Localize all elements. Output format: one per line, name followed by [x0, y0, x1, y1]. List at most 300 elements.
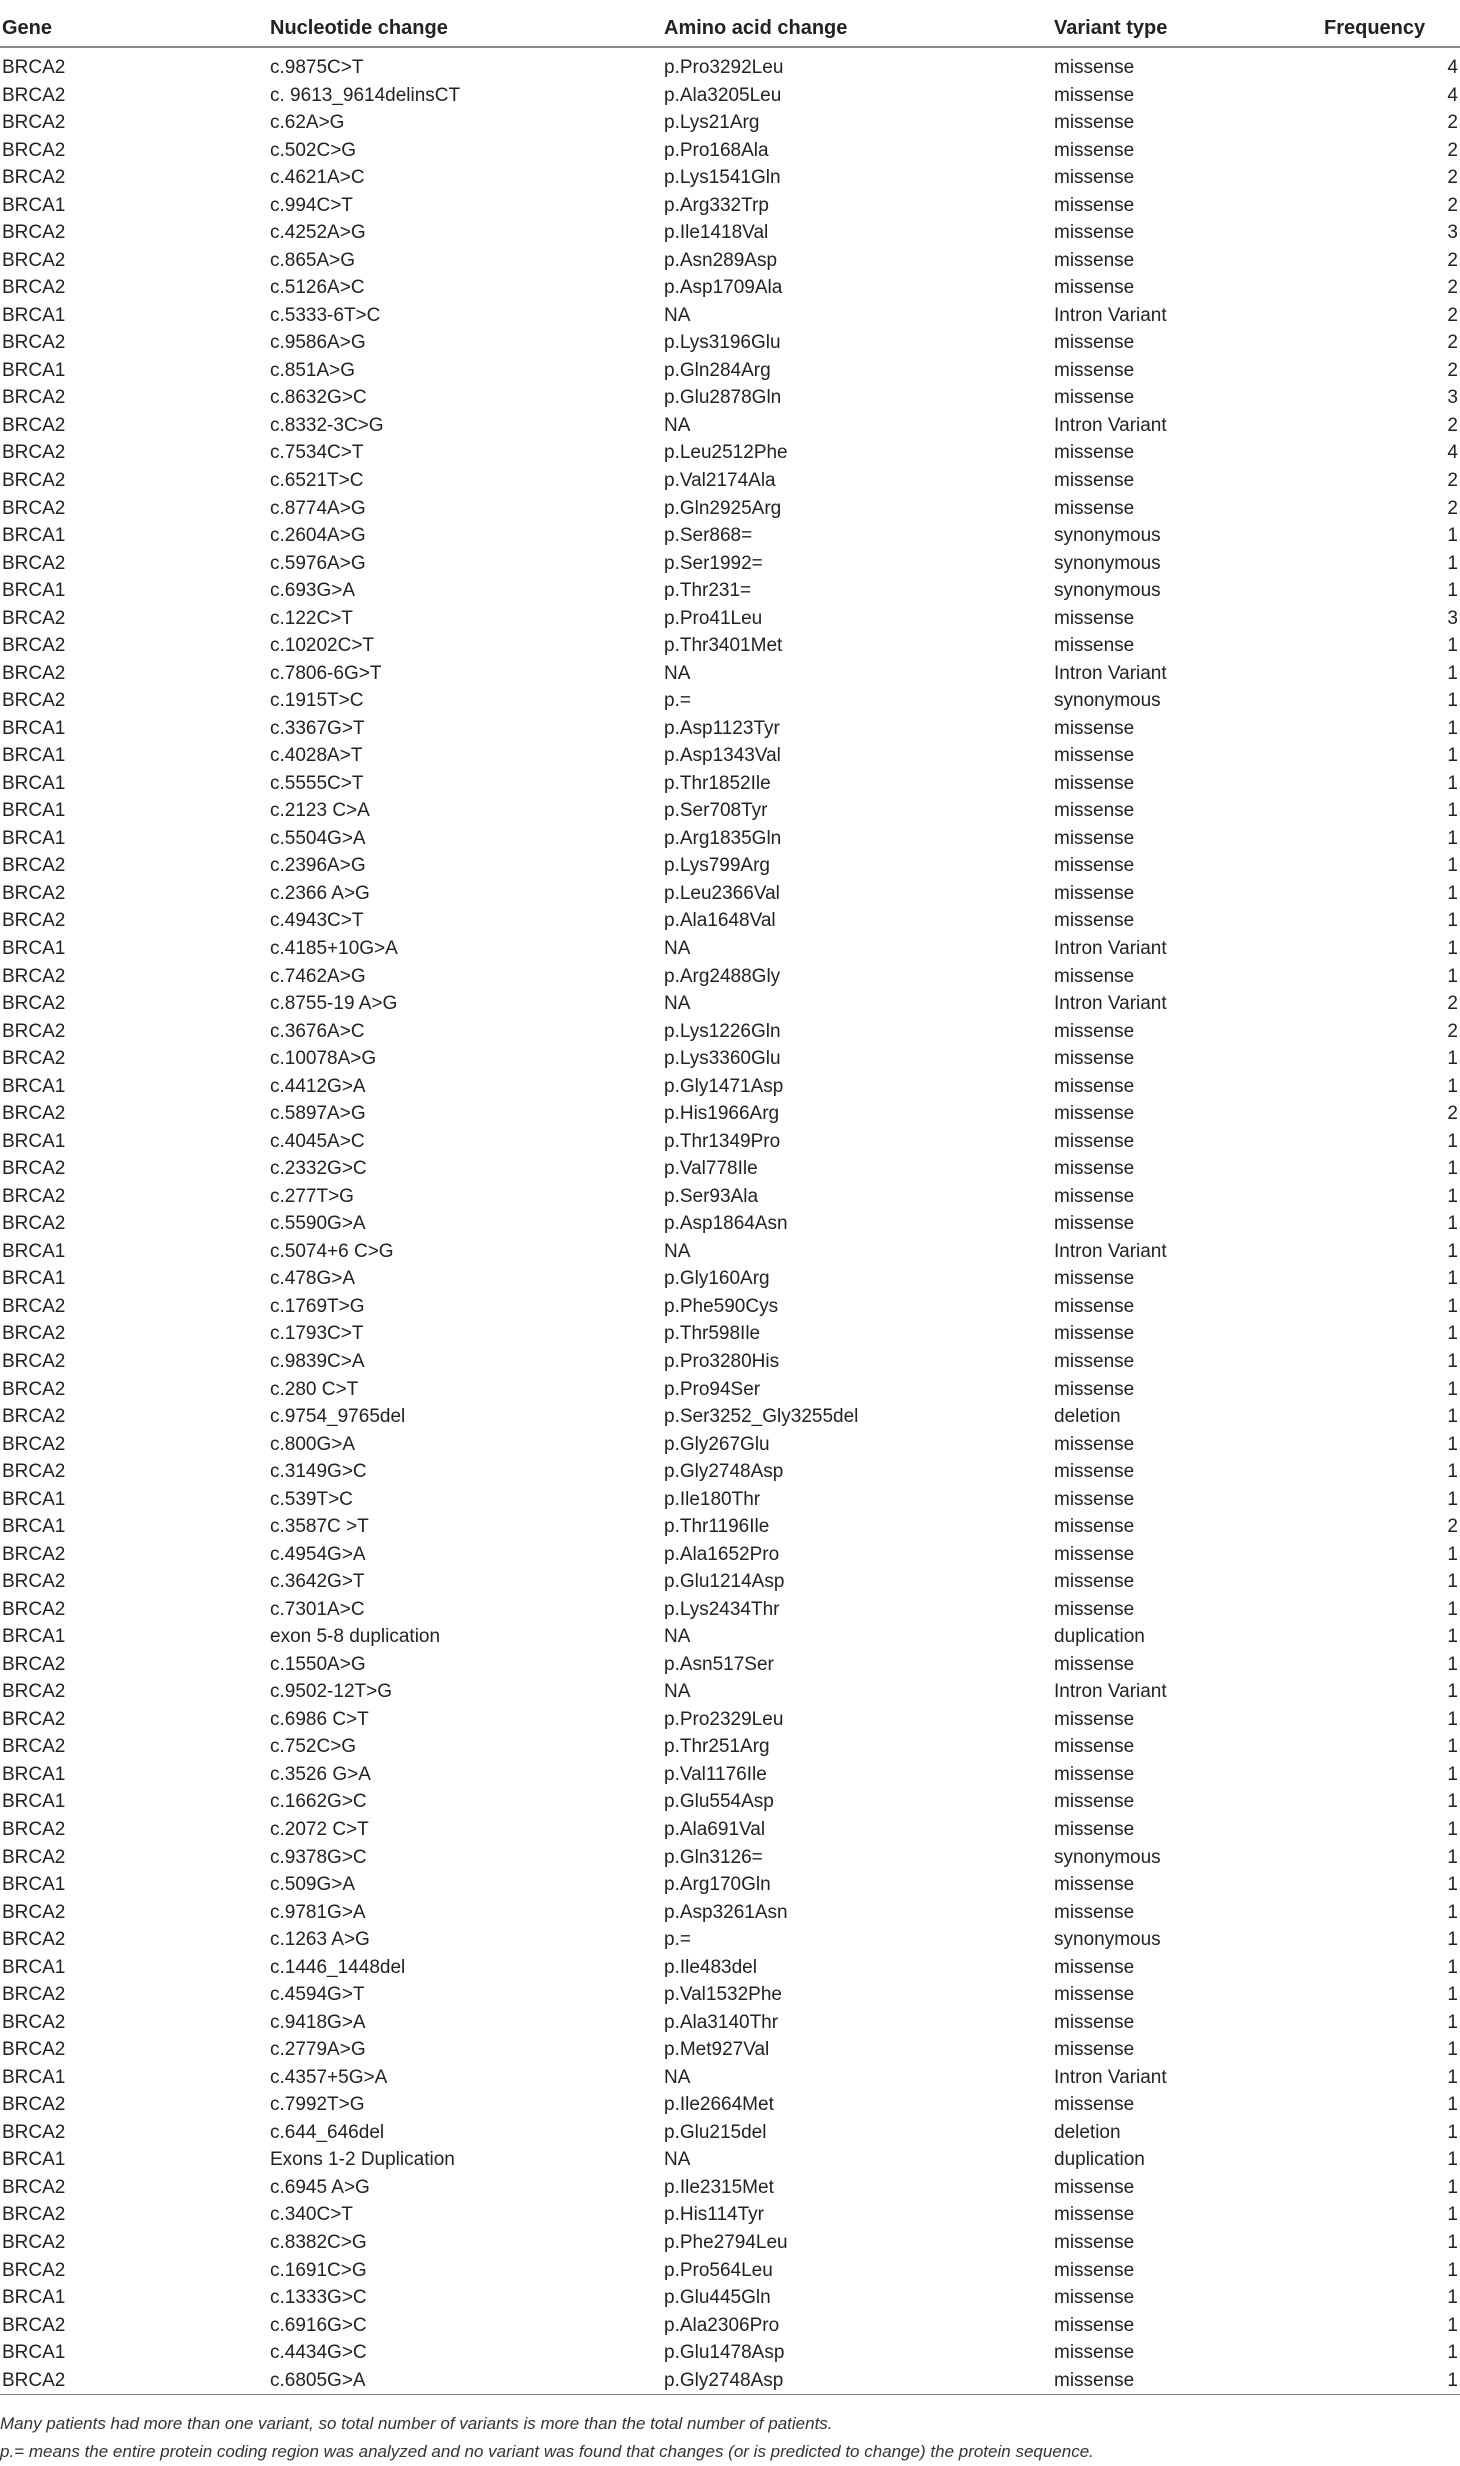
- nucleotide-change-cell: exon 5-8 duplication: [270, 1626, 441, 1648]
- amino-acid-change-cell: p.Thr1196Ile: [664, 1516, 770, 1538]
- amino-acid-change-cell: NA: [664, 304, 691, 326]
- gene-cell: BRCA2: [2, 2039, 66, 2061]
- frequency-cell: 2: [1447, 993, 1458, 1015]
- variant-type-cell: missense: [1054, 635, 1135, 657]
- gene-cell: BRCA1: [2, 1488, 66, 1510]
- amino-acid-change-cell: p.Ala3205Leu: [664, 84, 782, 106]
- variant-type-cell: missense: [1054, 469, 1135, 491]
- gene-cell: BRCA1: [2, 2342, 66, 2364]
- variant-type-cell: missense: [1054, 1103, 1135, 1125]
- variant-type-cell: missense: [1054, 855, 1135, 877]
- amino-acid-change-cell: p.Ala3140Thr: [664, 2011, 779, 2033]
- table-body: [0, 47, 1460, 2395]
- frequency-cell: 1: [1447, 1571, 1458, 1593]
- amino-acid-change-cell: p.Gly160Arg: [664, 1268, 770, 1290]
- table-row: [0, 2174, 1460, 2202]
- gene-cell: BRCA1: [2, 1626, 66, 1648]
- gene-cell: BRCA1: [2, 194, 66, 216]
- variant-type-cell: missense: [1054, 139, 1135, 161]
- variant-type-cell: Intron Variant: [1054, 2066, 1167, 2088]
- frequency-cell: 1: [1447, 2039, 1458, 2061]
- table-row: [0, 1320, 1460, 1348]
- variant-type-cell: missense: [1054, 1901, 1135, 1923]
- gene-cell: BRCA2: [2, 332, 66, 354]
- gene-cell: BRCA1: [2, 1268, 66, 1290]
- variant-type-cell: deletion: [1054, 1406, 1121, 1428]
- nucleotide-change-cell: c.3642G>T: [270, 1571, 365, 1593]
- table-row: [0, 192, 1460, 220]
- amino-acid-change-cell: NA: [664, 2149, 691, 2171]
- amino-acid-change-cell: p.Arg2488Gly: [664, 965, 781, 987]
- footnote: Many patients had more than one variant, so total number of variants is more than the total number of patients.: [0, 2414, 833, 2433]
- frequency-cell: 1: [1447, 1350, 1458, 1372]
- table-row: [0, 880, 1460, 908]
- frequency-cell: 1: [1447, 2287, 1458, 2309]
- nucleotide-change-cell: c.6916G>C: [270, 2314, 367, 2336]
- table-row: [0, 1541, 1460, 1569]
- amino-acid-change-cell: p.Ile483del: [664, 1956, 757, 1978]
- nucleotide-change-cell: c.4434G>C: [270, 2342, 367, 2364]
- gene-cell: BRCA2: [2, 2094, 66, 2116]
- variant-type-cell: synonymous: [1054, 1929, 1161, 1951]
- variant-type-cell: missense: [1052, 2367, 1322, 2395]
- nucleotide-change-cell: c.280 C>T: [270, 1378, 359, 1400]
- gene-cell: BRCA2: [2, 1213, 66, 1235]
- table-row: [0, 1403, 1460, 1431]
- frequency-cell: 1: [1447, 1791, 1458, 1813]
- variant-type-cell: missense: [1054, 1819, 1135, 1840]
- variant-type-cell: missense: [1054, 1736, 1135, 1758]
- gene-cell: BRCA2: [2, 1433, 66, 1455]
- frequency-cell: 2: [1447, 139, 1458, 161]
- nucleotide-change-cell: c.10202C>T: [270, 635, 375, 657]
- frequency-cell: 1: [1447, 1488, 1458, 1510]
- gene-cell: BRCA2: [2, 1185, 66, 1207]
- table-row: [0, 247, 1460, 275]
- variant-type-cell: missense: [1054, 1350, 1135, 1372]
- gene-cell: BRCA2: [2, 1571, 66, 1593]
- frequency-cell: 1: [1447, 1378, 1458, 1400]
- amino-acid-change-cell: p.Pro94Ser: [664, 1378, 761, 1400]
- nucleotide-change-cell: c.9839C>A: [270, 1350, 365, 1372]
- amino-acid-change-cell: p.Gln284Arg: [664, 359, 771, 381]
- frequency-cell: 1: [1447, 800, 1458, 822]
- amino-acid-change-cell: p.Glu445Gln: [664, 2287, 771, 2309]
- table-row: [0, 852, 1460, 880]
- gene-cell: BRCA2: [2, 910, 66, 932]
- variant-type-cell: missense: [1054, 387, 1135, 409]
- variant-type-cell: missense: [1054, 1598, 1135, 1620]
- gene-cell: BRCA1: [2, 1075, 66, 1097]
- gene-cell: BRCA2: [2, 1653, 66, 1675]
- nucleotide-change-cell: c.851A>G: [270, 359, 356, 381]
- frequency-cell: 2: [1447, 414, 1458, 436]
- gene-cell: BRCA1: [2, 580, 66, 602]
- table-row: [0, 660, 1460, 688]
- table-row: [0, 2257, 1460, 2285]
- variant-type-cell: missense: [1054, 1378, 1135, 1400]
- gene-cell: BRCA2: [2, 249, 66, 271]
- gene-cell: BRCA2: [2, 1929, 66, 1951]
- gene-cell: BRCA2: [2, 1103, 66, 1125]
- frequency-cell: 4: [1447, 84, 1458, 106]
- variant-type-cell: missense: [1054, 1791, 1135, 1813]
- frequency-cell: 1: [1447, 827, 1458, 849]
- gene-cell: BRCA2: [2, 57, 66, 78]
- table-row: [0, 439, 1460, 467]
- table-row: [0, 1596, 1460, 1624]
- variant-type-cell: missense: [1054, 1295, 1135, 1317]
- gene-cell: BRCA2: [2, 442, 66, 464]
- nucleotide-change-cell: c.9378G>C: [270, 1846, 367, 1868]
- table-row: [0, 47, 1460, 82]
- nucleotide-change-cell: c.539T>C: [270, 1488, 353, 1510]
- table-row: [0, 1981, 1460, 2009]
- frequency-cell: 1: [1322, 2367, 1460, 2395]
- table-row: [0, 412, 1460, 440]
- gene-cell: BRCA2: [0, 2367, 268, 2395]
- nucleotide-change-cell: c.8755-19 A>G: [270, 993, 398, 1015]
- amino-acid-change-cell: p.Ser93Ala: [664, 1185, 759, 1207]
- amino-acid-change-cell: p.Lys1541Gln: [664, 167, 781, 189]
- frequency-cell: 1: [1447, 2176, 1458, 2198]
- table-row: [0, 2064, 1460, 2092]
- table-row: [0, 1376, 1460, 1404]
- amino-acid-change-cell: p.Ala2306Pro: [664, 2314, 780, 2336]
- table-row: [0, 1100, 1460, 1128]
- variant-type-cell: missense: [1054, 84, 1135, 106]
- variant-type-cell: missense: [1054, 57, 1135, 78]
- nucleotide-change-cell: c.3526 G>A: [270, 1763, 371, 1785]
- amino-acid-change-cell: p.Glu1478Asp: [664, 2342, 785, 2364]
- table-row: [0, 1210, 1460, 1238]
- nucleotide-change-cell: c.4412G>A: [270, 1075, 366, 1097]
- variant-type-cell: missense: [1054, 497, 1135, 519]
- gene-cell: BRCA2: [2, 497, 66, 519]
- gene-cell: BRCA2: [2, 1598, 66, 1620]
- gene-cell: BRCA1: [2, 827, 66, 849]
- frequency-cell: 1: [1447, 2011, 1458, 2033]
- table-row: [0, 495, 1460, 523]
- variant-type-cell: missense: [1054, 800, 1135, 822]
- table-row: [0, 2312, 1460, 2340]
- gene-cell: BRCA1: [2, 800, 66, 822]
- frequency-cell: 4: [1447, 57, 1458, 78]
- variant-type-cell: missense: [1054, 910, 1135, 932]
- variant-type-cell: missense: [1054, 827, 1135, 849]
- table-row: [0, 1788, 1460, 1816]
- variant-type-cell: missense: [1054, 1653, 1135, 1675]
- nucleotide-change-cell: c.5590G>A: [270, 1213, 366, 1235]
- table-row: [0, 1045, 1460, 1073]
- amino-acid-change-cell: p.Gly2748Asp: [662, 2367, 1052, 2395]
- variant-type-cell: Intron Variant: [1054, 993, 1167, 1015]
- variants-table: [0, 10, 1460, 2395]
- frequency-cell: 1: [1447, 1763, 1458, 1785]
- amino-acid-change-cell: p.Val778Ile: [664, 1158, 758, 1180]
- gene-cell: BRCA2: [2, 855, 66, 877]
- table-row: [0, 329, 1460, 357]
- gene-cell: BRCA2: [2, 1461, 66, 1483]
- amino-acid-change-cell: p.Ala1652Pro: [664, 1543, 780, 1565]
- frequency-cell: 1: [1447, 1461, 1458, 1483]
- table-header: [0, 10, 1460, 47]
- variant-type-cell: missense: [1054, 277, 1135, 299]
- nucleotide-change-cell: c.9754_9765del: [270, 1406, 406, 1428]
- variant-type-cell: missense: [1054, 1763, 1135, 1785]
- amino-acid-change-cell: p.Asp1709Ala: [664, 277, 783, 299]
- variant-type-cell: missense: [1054, 1956, 1135, 1978]
- nucleotide-change-cell: c.62A>G: [270, 112, 345, 134]
- variant-type-cell: missense: [1054, 2231, 1135, 2253]
- gene-cell: BRCA1: [2, 2149, 66, 2171]
- frequency-cell: 1: [1447, 1874, 1458, 1896]
- gene-cell: BRCA2: [2, 965, 66, 987]
- variant-type-cell: Intron Variant: [1054, 1681, 1167, 1703]
- table-row: [0, 1155, 1460, 1183]
- frequency-cell: 2: [1447, 332, 1458, 354]
- frequency-cell: 2: [1447, 1516, 1458, 1538]
- frequency-cell: 2: [1447, 167, 1458, 189]
- gene-cell: BRCA2: [2, 1048, 66, 1070]
- frequency-cell: 1: [1447, 2149, 1458, 2171]
- gene-cell: BRCA2: [2, 552, 66, 574]
- amino-acid-change-cell: p.Gly1471Asp: [664, 1075, 784, 1097]
- gene-cell: BRCA2: [2, 1406, 66, 1428]
- variant-type-cell: missense: [1054, 112, 1135, 134]
- frequency-cell: 1: [1447, 2259, 1458, 2281]
- amino-acid-change-cell: p.Lys1226Gln: [664, 1020, 781, 1042]
- amino-acid-change-cell: p.Thr231=: [664, 580, 752, 602]
- nucleotide-change-cell: c.6986 C>T: [270, 1708, 369, 1730]
- gene-cell: BRCA2: [2, 993, 66, 1015]
- nucleotide-change-cell: c.1915T>C: [270, 690, 364, 712]
- nucleotide-change-cell: c.2366 A>G: [270, 882, 370, 904]
- table-row: [0, 1954, 1460, 1982]
- nucleotide-change-cell: c.3676A>C: [270, 1020, 365, 1042]
- variant-type-cell: missense: [1054, 1708, 1135, 1730]
- table-row: [0, 164, 1460, 192]
- table-row: [0, 550, 1460, 578]
- table-row: [0, 715, 1460, 743]
- frequency-cell: 4: [1447, 442, 1458, 464]
- table-row: [0, 1265, 1460, 1293]
- frequency-cell: 1: [1447, 1846, 1458, 1868]
- variant-type-cell: missense: [1054, 2176, 1135, 2198]
- variant-type-cell: missense: [1054, 1158, 1135, 1180]
- nucleotide-change-cell: c.2604A>G: [270, 525, 366, 547]
- amino-acid-change-cell: p.Pro564Leu: [664, 2259, 773, 2281]
- nucleotide-change-cell: c.509G>A: [270, 1874, 356, 1896]
- variant-type-cell: synonymous: [1054, 1846, 1161, 1868]
- nucleotide-change-cell: c.502C>G: [270, 139, 357, 161]
- nucleotide-change-cell: c.8382C>G: [270, 2231, 367, 2253]
- frequency-cell: 1: [1447, 2204, 1458, 2226]
- amino-acid-change-cell: p.Ser868=: [664, 525, 753, 547]
- amino-acid-change-cell: p.Asn289Asp: [664, 249, 778, 271]
- table-row: [0, 1458, 1460, 1486]
- frequency-cell: 1: [1447, 938, 1458, 959]
- table-row: [0, 1899, 1460, 1927]
- variant-type-cell: missense: [1054, 745, 1135, 767]
- frequency-cell: 1: [1447, 580, 1458, 602]
- amino-acid-change-cell: p.Thr3401Met: [664, 635, 783, 657]
- table-row: [0, 1128, 1460, 1156]
- gene-cell: BRCA2: [2, 1984, 66, 2006]
- frequency-cell: 1: [1447, 1295, 1458, 1317]
- table-row: [0, 1073, 1460, 1101]
- gene-cell: BRCA2: [2, 1020, 66, 1042]
- frequency-cell: 1: [1447, 2094, 1458, 2116]
- column-header-frequency: Frequency: [1322, 10, 1460, 47]
- table-row: [0, 1431, 1460, 1459]
- gene-cell: BRCA2: [2, 2314, 66, 2336]
- variant-type-cell: missense: [1054, 1130, 1135, 1152]
- nucleotide-change-cell: c.4594G>T: [270, 1984, 365, 2006]
- amino-acid-change-cell: NA: [664, 662, 691, 684]
- variant-type-cell: Intron Variant: [1054, 414, 1167, 436]
- variant-type-cell: missense: [1054, 2039, 1135, 2061]
- nucleotide-change-cell: c.1446_1448del: [270, 1956, 406, 1978]
- table-row: [0, 1568, 1460, 1596]
- frequency-cell: 3: [1447, 607, 1458, 629]
- gene-cell: BRCA2: [2, 2204, 66, 2226]
- gene-cell: BRCA2: [2, 1901, 66, 1923]
- table-row: [0, 1816, 1460, 1844]
- gene-cell: BRCA2: [2, 1323, 66, 1345]
- nucleotide-change-cell: c.2332G>C: [270, 1158, 367, 1180]
- table-row: [0, 467, 1460, 495]
- gene-cell: BRCA2: [2, 1681, 66, 1703]
- frequency-cell: 1: [1447, 1929, 1458, 1951]
- frequency-cell: 1: [1447, 1543, 1458, 1565]
- amino-acid-change-cell: p.Gln2925Arg: [664, 497, 782, 519]
- table-row: [0, 770, 1460, 798]
- amino-acid-change-cell: p.Asp1123Tyr: [664, 717, 780, 739]
- amino-acid-change-cell: p.Thr1852Ile: [664, 772, 771, 794]
- amino-acid-change-cell: p.Lys3360Glu: [664, 1048, 781, 1070]
- amino-acid-change-cell: p.Ala691Val: [664, 1819, 766, 1840]
- frequency-cell: 1: [1447, 910, 1458, 932]
- variant-type-cell: missense: [1054, 1020, 1135, 1042]
- variant-type-cell: missense: [1054, 1185, 1135, 1207]
- variant-type-cell: missense: [1054, 2287, 1135, 2309]
- gene-cell: BRCA2: [2, 1295, 66, 1317]
- amino-acid-change-cell: p.Gly267Glu: [664, 1433, 770, 1455]
- table-row: [0, 1678, 1460, 1706]
- table-row: [0, 384, 1460, 412]
- gene-cell: BRCA2: [2, 1543, 66, 1565]
- nucleotide-change-cell: c.693G>A: [270, 580, 356, 602]
- amino-acid-change-cell: p.Pro2329Leu: [664, 1708, 784, 1730]
- table-row: [0, 2009, 1460, 2037]
- table-row: [0, 2367, 1460, 2395]
- table-row: [0, 742, 1460, 770]
- amino-acid-change-cell: NA: [664, 1626, 691, 1648]
- gene-cell: BRCA2: [2, 167, 66, 189]
- gene-cell: BRCA1: [2, 1516, 66, 1538]
- gene-cell: BRCA1: [2, 717, 66, 739]
- variant-type-cell: missense: [1054, 249, 1135, 271]
- gene-cell: BRCA2: [2, 469, 66, 491]
- frequency-cell: 1: [1447, 1626, 1458, 1648]
- nucleotide-change-cell: c.5074+6 C>G: [270, 1240, 394, 1262]
- nucleotide-change-cell: c.8632G>C: [270, 387, 367, 409]
- gene-cell: BRCA2: [2, 635, 66, 657]
- nucleotide-change-cell: c.644_646del: [270, 2121, 385, 2143]
- frequency-cell: 1: [1447, 1984, 1458, 2006]
- gene-cell: BRCA1: [2, 2287, 66, 2309]
- nucleotide-change-cell: c.7806-6G>T: [270, 662, 382, 684]
- frequency-cell: 1: [1447, 2231, 1458, 2253]
- variant-type-cell: missense: [1054, 965, 1135, 987]
- footnote: p.= means the entire protein coding region was analyzed and no variant was found that changes (or is predicted to change) the protein sequence.: [0, 2442, 1094, 2461]
- gene-cell: BRCA2: [2, 1350, 66, 1372]
- table-row: [0, 82, 1460, 110]
- variant-type-cell: missense: [1054, 1433, 1135, 1455]
- gene-cell: BRCA2: [2, 222, 66, 244]
- table-row: [0, 2284, 1460, 2312]
- amino-acid-change-cell: p.Ser3252_Gly3255del: [664, 1406, 859, 1428]
- gene-cell: BRCA1: [2, 1130, 66, 1152]
- nucleotide-change-cell: c.4028A>T: [270, 745, 363, 767]
- variant-type-cell: missense: [1054, 2011, 1135, 2033]
- amino-acid-change-cell: p.Ile180Thr: [664, 1488, 761, 1510]
- variant-type-cell: missense: [1054, 222, 1135, 244]
- table-row: [0, 2036, 1460, 2064]
- amino-acid-change-cell: p.Phe2794Leu: [664, 2231, 788, 2253]
- amino-acid-change-cell: NA: [664, 1240, 691, 1262]
- frequency-cell: 1: [1447, 662, 1458, 684]
- frequency-cell: 1: [1447, 772, 1458, 794]
- nucleotide-change-cell: c.7462A>G: [270, 965, 366, 987]
- frequency-cell: 1: [1447, 552, 1458, 574]
- nucleotide-change-cell: c.4045A>C: [270, 1130, 365, 1152]
- frequency-cell: 1: [1447, 965, 1458, 987]
- table-row: [0, 109, 1460, 137]
- gene-cell: BRCA1: [2, 1763, 66, 1785]
- amino-acid-change-cell: p.Ile1418Val: [664, 222, 769, 244]
- amino-acid-change-cell: p.=: [664, 1929, 691, 1951]
- variant-type-cell: missense: [1054, 1323, 1135, 1345]
- frequency-cell: 2: [1447, 194, 1458, 216]
- frequency-cell: 1: [1447, 2121, 1458, 2143]
- gene-cell: BRCA2: [2, 2176, 66, 2198]
- amino-acid-change-cell: p.Glu2878Gln: [664, 387, 782, 409]
- nucleotide-change-cell: c.7301A>C: [270, 1598, 365, 1620]
- variant-type-cell: duplication: [1054, 1626, 1145, 1648]
- table-row: [0, 825, 1460, 853]
- table-row: [0, 1761, 1460, 1789]
- column-header-gene: Gene: [0, 10, 268, 47]
- table-row: [0, 1706, 1460, 1734]
- gene-cell: BRCA2: [2, 607, 66, 629]
- nucleotide-change-cell: c.122C>T: [270, 607, 353, 629]
- nucleotide-change-cell: c.2123 C>A: [270, 800, 370, 822]
- frequency-cell: 2: [1447, 249, 1458, 271]
- variant-type-cell: missense: [1054, 1984, 1135, 2006]
- column-header-variant-type: Variant type: [1052, 10, 1322, 47]
- frequency-cell: 1: [1447, 1268, 1458, 1290]
- nucleotide-change-cell: c.9586A>G: [270, 332, 366, 354]
- variant-type-cell: synonymous: [1054, 580, 1161, 602]
- header-row: [0, 10, 1460, 47]
- variant-type-cell: synonymous: [1054, 690, 1161, 712]
- table-row: [0, 632, 1460, 660]
- variant-type-cell: missense: [1054, 1571, 1135, 1593]
- table-row: [0, 1238, 1460, 1266]
- nucleotide-change-cell: c.1263 A>G: [270, 1929, 370, 1951]
